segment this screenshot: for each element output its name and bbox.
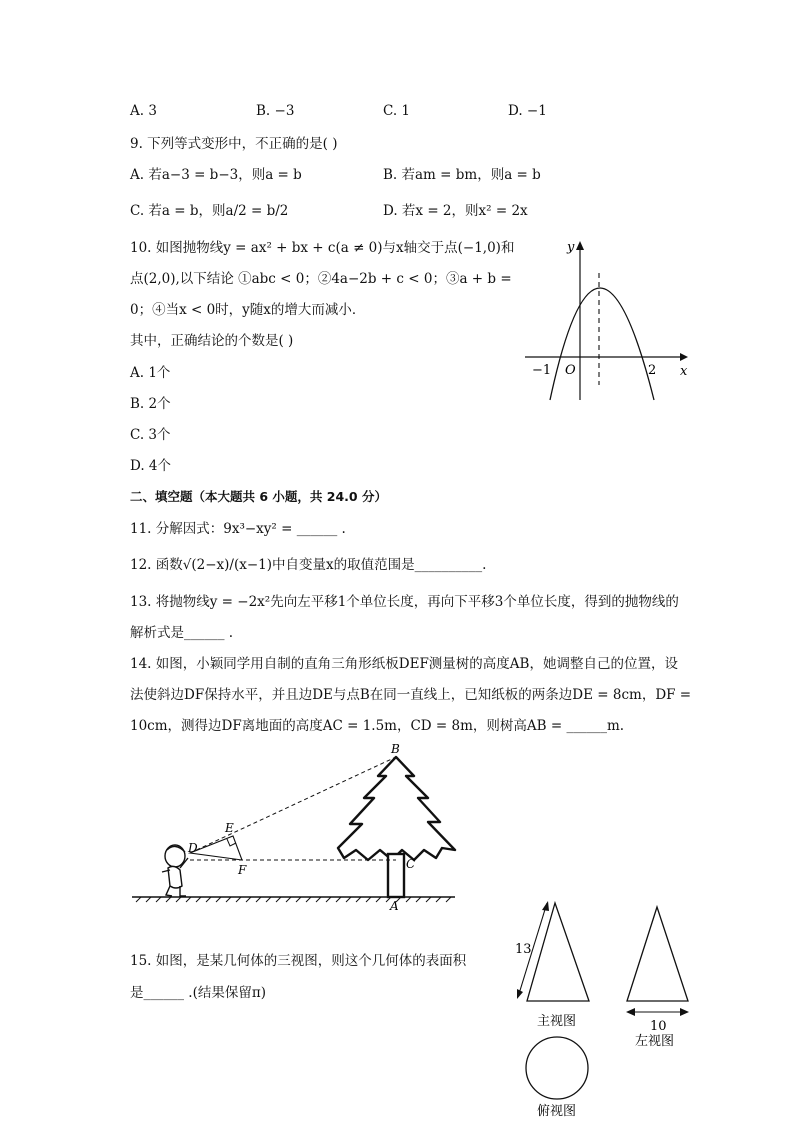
- q15-line-1: 15. 如图，是某几何体的三视图，则这个几何体的表面积: [130, 953, 467, 969]
- q10-option-d: D. 4个: [130, 458, 172, 474]
- label-b: B: [391, 742, 400, 756]
- q10-option-c: C. 3个: [130, 427, 171, 443]
- q10-parabola-graph: [520, 235, 700, 405]
- right-root-label: 2: [648, 363, 657, 378]
- tree-crown: [338, 757, 455, 860]
- slant-label: 13: [515, 942, 532, 957]
- label-e: E: [225, 821, 234, 835]
- q9-option-c: C. 若a = b，则a/2 = b/2: [130, 203, 289, 219]
- left-view-label: 左视图: [635, 1034, 675, 1049]
- section-2-heading: 二、填空题（本大题共 6 小题，共 24.0 分）: [130, 489, 387, 504]
- q9-option-d: D. 若x = 2，则x² = 2x: [383, 203, 528, 219]
- slant-arrow-bottom-icon: [517, 989, 523, 999]
- q11-text: 11. 分解因式：9x³−xy² = ______ .: [130, 521, 346, 537]
- base-label: 10: [650, 1019, 667, 1034]
- origin-label: O: [565, 363, 576, 378]
- top-view-circle: [526, 1037, 588, 1099]
- triangle-def: [190, 836, 242, 860]
- q13-line-1: 13. 将抛物线y = −2x²先向左平移1个单位长度，再向下平移3个单位长度，得到的抛物线的: [130, 594, 679, 610]
- label-c: C: [406, 857, 416, 871]
- q10-option-b: B. 2个: [130, 396, 171, 412]
- q15-line-2: 是______ .(结果保留π): [130, 985, 266, 1001]
- x-axis-label: x: [680, 364, 688, 379]
- base-arrow-right-icon: [680, 1008, 689, 1016]
- y-axis-arrow-icon: [576, 241, 584, 250]
- q13-line-2: 解析式是______ .: [130, 625, 234, 641]
- front-view-label: 主视图: [537, 1014, 577, 1029]
- label-f: F: [238, 863, 247, 877]
- left-view-triangle: [627, 907, 688, 1001]
- q14-line-1: 14. 如图，小颖同学用自制的直角三角形纸板DEF测量树的高度AB，她调整自己的位置，设: [130, 656, 678, 672]
- q10-option-a: A. 1个: [130, 365, 171, 381]
- y-axis-label: y: [567, 240, 575, 255]
- top-view-label: 俯视图: [537, 1104, 577, 1119]
- label-a: A: [390, 899, 399, 913]
- q15-three-views: [505, 893, 705, 1123]
- x-axis-arrow-icon: [680, 353, 688, 361]
- label-d: D: [188, 841, 198, 855]
- q14-line-3: 10cm，测得边DF离地面的高度AC = 1.5m，CD = 8m，则树高AB = ______m.: [130, 718, 625, 734]
- q9-option-b: B. 若am = bm，则a = b: [383, 167, 541, 183]
- q12-text: 12. 函数√(2−x)/(x−1)中自变量x的取值范围是__________.: [130, 557, 487, 573]
- q8-option-d: D. −1: [508, 103, 547, 119]
- q10-line-1: 10. 如图抛物线y = ax² + bx + c(a ≠ 0)与x轴交于点(−1,0)和: [130, 240, 515, 256]
- q10-line-3: 0；④当x < 0时，y随x的增大而减小．: [130, 302, 366, 318]
- q14-tree-figure: [130, 740, 470, 913]
- front-view-triangle: [527, 903, 589, 1001]
- q9-option-a: A. 若a−3 = b−3，则a = b: [130, 167, 302, 183]
- girl-figure: [162, 845, 188, 896]
- q10-line-4: 其中，正确结论的个数是( ): [130, 333, 294, 349]
- slant-arrow-top-icon: [542, 901, 549, 911]
- q8-option-c: C. 1: [383, 103, 411, 119]
- q9-stem: 9. 下列等式变形中，不正确的是( ): [130, 136, 338, 152]
- parabola-curve: [550, 288, 657, 400]
- q8-option-b: B. −3: [256, 103, 295, 119]
- base-arrow-left-icon: [626, 1008, 635, 1016]
- q10-line-2: 点(2,0),以下结论 ①abc < 0；②4a−2b + c < 0；③a + b =: [130, 271, 512, 287]
- left-root-label: −1: [532, 363, 552, 378]
- q8-option-a: A. 3: [130, 103, 157, 119]
- q14-line-2: 法使斜边DF保持水平，并且边DE与点B在同一直线上，已知纸板的两条边DE = 8cm，DF =: [130, 687, 692, 703]
